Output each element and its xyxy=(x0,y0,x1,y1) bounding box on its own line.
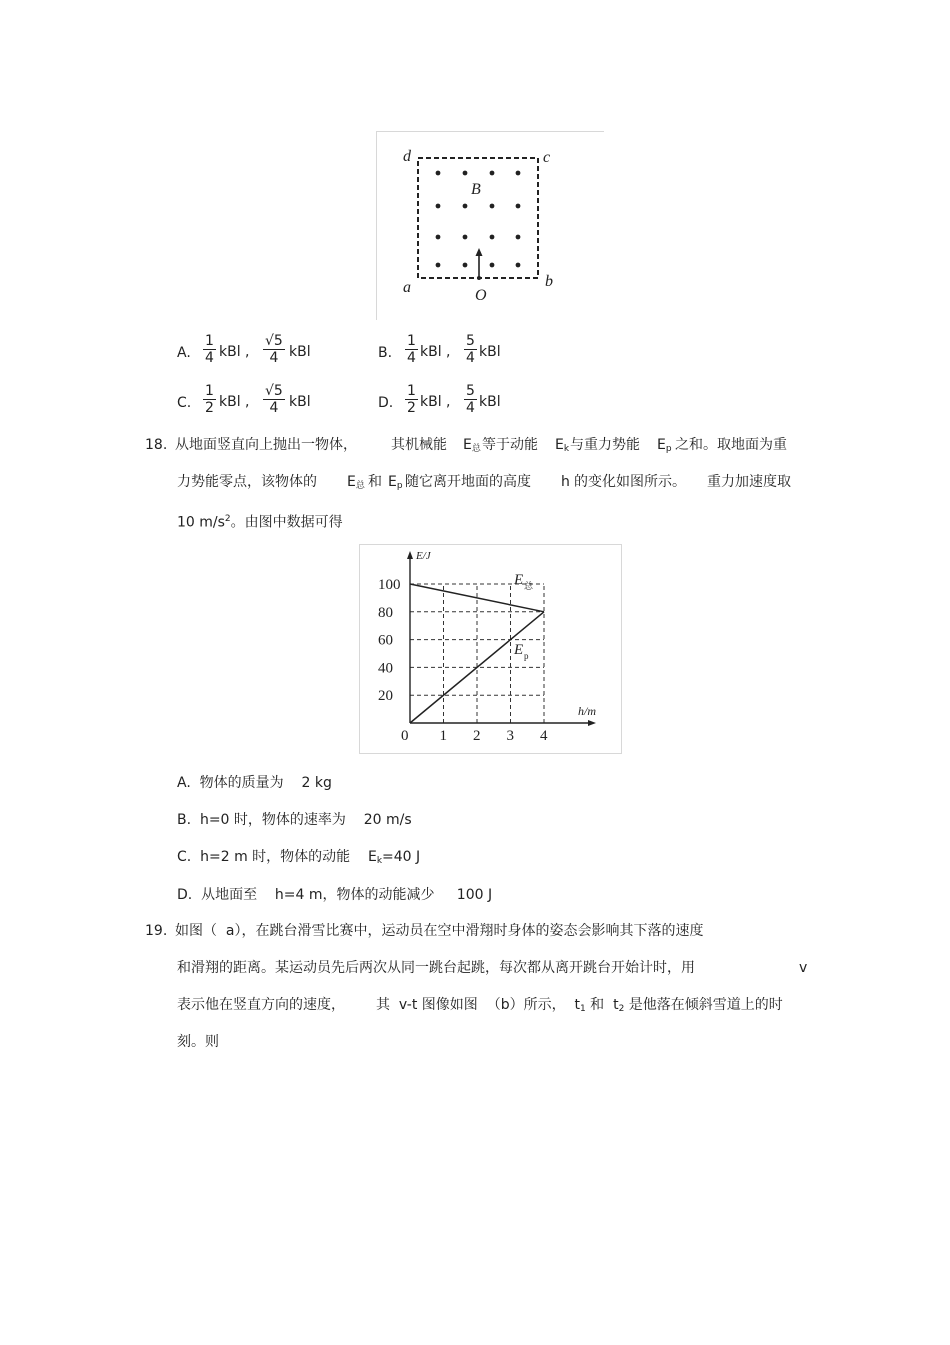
option-d-frac2 xyxy=(464,383,477,416)
symbol-e: E xyxy=(463,437,472,453)
subscript: p xyxy=(396,481,403,491)
q19-line3a: 表示他在竖直方向的速度， xyxy=(177,997,345,1013)
frac-den: 4 xyxy=(466,400,475,416)
q18-option-d: D. 从地面至 h=4 m，物体的动能减少 100 J xyxy=(177,887,493,903)
field-dot-1-3 xyxy=(516,204,521,209)
x-tick-2: 2 xyxy=(473,728,481,744)
field-dot-2-2 xyxy=(490,235,495,240)
x-tick-3: 3 xyxy=(506,728,514,744)
x-axis-label: h/m xyxy=(578,704,596,718)
q18-l1-e xyxy=(555,436,569,458)
option-a-text1: kBl , xyxy=(219,344,250,360)
x-axis-arrow xyxy=(588,720,596,726)
option-d-text1: kBl , xyxy=(420,394,451,410)
magnetic-field-diagram xyxy=(377,132,604,320)
frac-den: 2 xyxy=(407,400,416,416)
option-b-letter: B. xyxy=(378,345,393,361)
q19-text: 其 v-t 图像如图 （b）所示， t xyxy=(376,997,580,1013)
option-b-frac2 xyxy=(464,333,477,366)
q18-l1-c xyxy=(463,436,481,458)
series-label-1: E xyxy=(514,641,524,658)
x-tick-1: 1 xyxy=(439,728,447,744)
option-c-frac2 xyxy=(263,383,285,416)
q19-number: 19. xyxy=(145,923,168,939)
field-dot-1-1 xyxy=(463,204,468,209)
field-dot-0-2 xyxy=(490,171,495,176)
energy-height-chart xyxy=(360,545,621,753)
field-dot-3-2 xyxy=(490,263,495,268)
q18-option-b: B. h=0 时，物体的速率为 20 m/s xyxy=(177,812,412,828)
y-tick-40: 40 xyxy=(378,660,393,677)
point-o-dot xyxy=(477,276,481,280)
option-a-frac1 xyxy=(203,333,216,366)
q19-text: 和 t xyxy=(585,997,619,1013)
field-dot-0-0 xyxy=(436,171,441,176)
q18-l1-g xyxy=(657,436,672,458)
symbol-e: E xyxy=(388,474,397,490)
option-c-value: =40 J xyxy=(382,849,421,865)
frac-den: 4 xyxy=(269,400,279,416)
q19-line2: 和滑翔的距离。某运动员先后两次从同一跳台起跳，每次都从离开跳台开始计时，用 xyxy=(177,960,695,976)
frac-num: √5 xyxy=(265,383,283,399)
option-c-frac1 xyxy=(203,383,216,416)
frac-den: 4 xyxy=(407,350,416,366)
field-dot-0-3 xyxy=(516,171,521,176)
option-d-letter: D. xyxy=(378,395,394,411)
field-dot-3-3 xyxy=(516,263,521,268)
x-tick-0: 0 xyxy=(401,728,409,744)
option-c-text2: kBl xyxy=(289,394,311,410)
option-b-text1: kBl , xyxy=(420,344,451,360)
y-tick-20: 20 xyxy=(378,688,393,705)
q19-line4: 刻。则 xyxy=(177,1034,219,1050)
field-dot-2-3 xyxy=(516,235,521,240)
label-a: a xyxy=(403,279,411,296)
option-d-text2: kBl xyxy=(479,394,501,410)
q18-l3-text: 。由图中数据可得 xyxy=(230,514,343,531)
q18-l2-e: 随它离开地面的高度 xyxy=(405,474,531,490)
q18-l2-g: 的变化如图所示。 xyxy=(574,474,686,490)
option-a-letter: A. xyxy=(177,345,191,361)
subscript: 1 xyxy=(579,1004,586,1014)
frac-den: 4 xyxy=(205,350,214,366)
option-c-letter: C. xyxy=(177,395,192,411)
field-dot-3-0 xyxy=(436,263,441,268)
symbol-e: E xyxy=(555,437,564,453)
superscript: 2 xyxy=(224,514,231,524)
field-dot-1-0 xyxy=(436,204,441,209)
option-d-frac1 xyxy=(405,383,418,416)
frac-den: 4 xyxy=(269,350,279,366)
field-dot-1-2 xyxy=(490,204,495,209)
option-c-text: C. h=2 m 时，物体的动能 E xyxy=(177,849,377,865)
option-c-text1: kBl , xyxy=(219,394,250,410)
subscript: k xyxy=(376,856,383,866)
x-tick-4: 4 xyxy=(540,728,548,744)
frac-num: 1 xyxy=(407,333,416,349)
q18-number: 18. xyxy=(145,437,168,453)
q18-option-a: A. 物体的质量为 2 kg xyxy=(177,775,332,791)
energy-chart-figure xyxy=(359,544,622,754)
option-a-frac2 xyxy=(263,333,285,366)
q18-l2-h: 重力加速度取 xyxy=(707,474,791,490)
subscript: 2 xyxy=(618,1004,625,1014)
label-b: b xyxy=(545,273,553,290)
frac-den: 4 xyxy=(466,350,475,366)
frac-num: √5 xyxy=(265,333,283,349)
field-dot-2-0 xyxy=(436,235,441,240)
symbol-e: E xyxy=(657,437,666,453)
subscript: p xyxy=(665,444,672,454)
q18-l2-b xyxy=(347,473,365,495)
frac-num: 1 xyxy=(205,333,214,349)
label-o: O xyxy=(475,287,487,304)
y-axis-arrow xyxy=(407,551,413,559)
y-tick-60: 60 xyxy=(378,632,393,649)
q19-line3b xyxy=(376,996,783,1018)
q19-text: 是他落在倾斜雪道上的时 xyxy=(624,997,783,1013)
y-tick-80: 80 xyxy=(378,604,393,621)
q19-line2-v: v xyxy=(799,960,808,976)
option-b-frac1 xyxy=(405,333,418,366)
y-tick-100: 100 xyxy=(378,577,401,593)
q18-l2-f: h xyxy=(561,474,570,490)
symbol-e: E xyxy=(347,474,356,490)
frac-num: 5 xyxy=(466,383,475,399)
magnetic-field-figure xyxy=(376,131,604,320)
subscript: 总 xyxy=(355,481,365,491)
q18-l2-a: 力势能零点，该物体的 xyxy=(177,474,317,490)
label-d: d xyxy=(403,148,411,165)
q18-option-c xyxy=(177,848,420,870)
subscript: 总 xyxy=(471,444,481,454)
series-label-0: E xyxy=(514,571,524,588)
option-b-text2: kBl xyxy=(479,344,501,360)
field-boundary xyxy=(418,158,538,278)
frac-num: 5 xyxy=(466,333,475,349)
q18-l1-a: 从地面竖直向上抛出一物体， xyxy=(175,437,357,453)
field-dot-3-1 xyxy=(463,263,468,268)
q18-l1-f: 与重力势能 xyxy=(570,437,640,453)
subscript: k xyxy=(563,444,570,454)
field-dot-0-1 xyxy=(463,171,468,176)
frac-num: 1 xyxy=(407,383,416,399)
frac-den: 2 xyxy=(205,400,214,416)
q18-l3 xyxy=(177,510,343,532)
q18-l1-h: 之和。取地面为重 xyxy=(675,437,787,453)
field-dot-2-1 xyxy=(463,235,468,240)
q18-l1-d: 等于动能 xyxy=(482,437,538,453)
series-label-sub-0: 总 xyxy=(524,580,534,591)
label-b-field: B xyxy=(471,181,481,198)
y-axis-label: E/J xyxy=(416,550,431,562)
q19-line1: 如图（ a），在跳台滑雪比赛中，运动员在空中滑翔时身体的姿态会影响其下落的速度 xyxy=(175,923,704,939)
series-label-sub-1: p xyxy=(524,650,529,661)
q18-l2-d xyxy=(388,473,403,495)
label-c: c xyxy=(543,149,551,166)
frac-num: 1 xyxy=(205,383,214,399)
q18-l1-b: 其机械能 xyxy=(391,437,447,453)
velocity-arrow-head xyxy=(476,248,483,256)
chart-ticks xyxy=(378,577,548,744)
unit-text: 10 m/s xyxy=(177,514,225,531)
q18-l2-c: 和 xyxy=(368,474,382,490)
option-a-text2: kBl xyxy=(289,344,311,360)
